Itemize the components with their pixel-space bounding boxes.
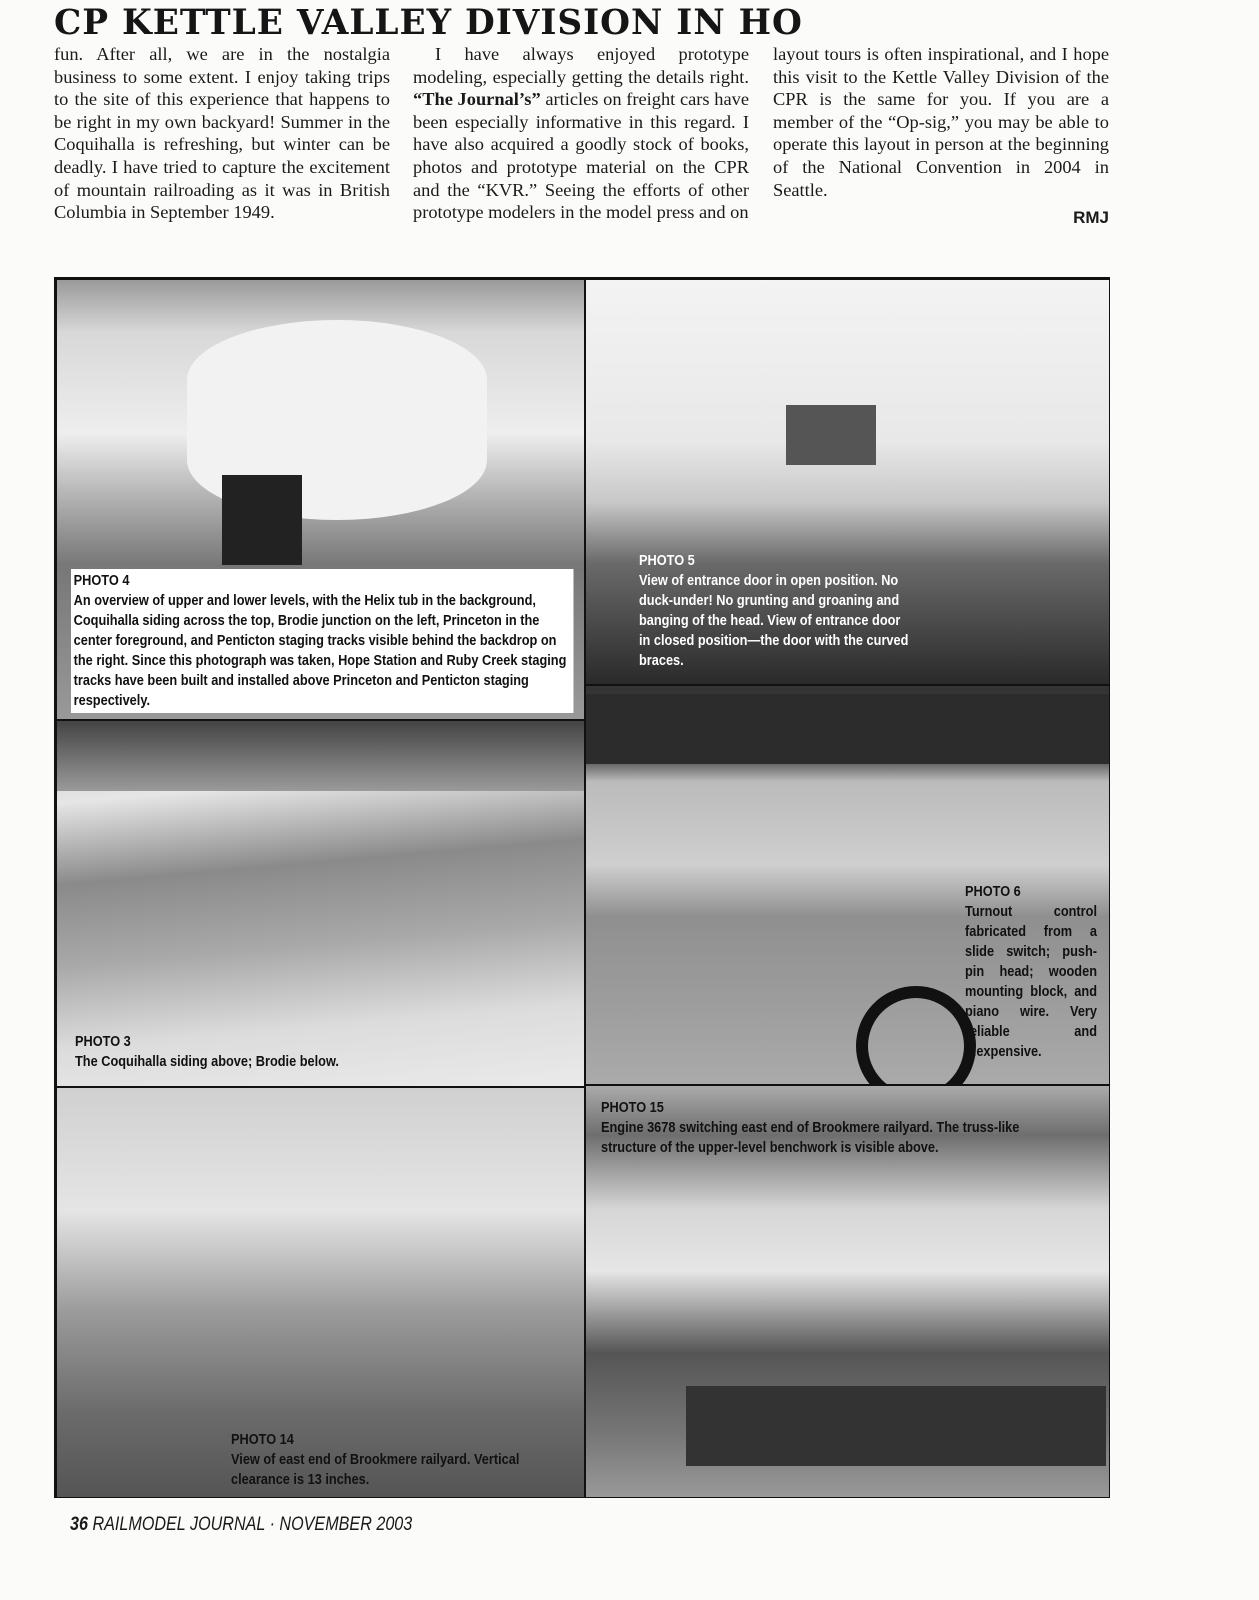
- article-title: CP KETTLE VALLEY DIVISION IN HO: [54, 2, 803, 43]
- page-footer: [70, 1514, 412, 1536]
- photo-6: [585, 685, 1110, 1085]
- photo-6-caption: PHOTO 6 Turnout control fabricated from a slide switch; push-pin head; wooden mounting block, and piano wire. Very reliable and inexpensive.: [965, 884, 1097, 1060]
- photo-5-caption: PHOTO 5 View of entrance door in open position. No duck-under! No grunting and groaning and banging of the head. View of entrance door in closed position—the door with the curved braces.: [639, 553, 909, 669]
- photo-3: [56, 720, 585, 1087]
- photo-14-caption: PHOTO 14 View of east end of Brookmere railyard. Vertical clearance is 13 inches.: [231, 1432, 520, 1488]
- photo-3-caption: PHOTO 3 The Coquihalla siding above; Brodie below.: [75, 1034, 339, 1070]
- photo-grid: [54, 277, 1110, 1498]
- page-number: 36: [70, 1514, 88, 1535]
- photo-4: [56, 279, 585, 720]
- photo-15: [585, 1085, 1110, 1498]
- paragraph: layout tours is often inspirational, and I hope this visit to the Kettle Valley Division of the CPR is the same for you. If you are a member of the “Op-sig,” you may be able to operate this layout in person at the beginning of the National Convention in 2004 in Seattle.: [773, 44, 1109, 200]
- photo-14: [56, 1087, 585, 1498]
- framed-picture: [786, 405, 876, 465]
- tunnel-shadow: [222, 475, 302, 565]
- photo-15-caption: PHOTO 15 Engine 3678 switching east end of Brookmere railyard. The truss-like structure of the upper-level benchwork is visible above.: [601, 1100, 1020, 1156]
- paragraph: fun. After all, we are in the nostalgia business to some extent. I enjoy taking trips to the site of this experience that happens to be right in my own backyard! Summer in the Coquihalla is refreshing, but winter can be deadly. I have tried to capture the excitement of mountain railroading as it was in British Columbia in September 1949.: [54, 44, 390, 223]
- author-signature: RMJ: [1073, 208, 1109, 228]
- text: I have always enjoyed prototype modeling, especially getting the details right.: [413, 44, 749, 87]
- publication-info: RAILMODEL JOURNAL · NOVEMBER 2003: [92, 1514, 413, 1535]
- text-column-2: [413, 43, 749, 224]
- locomotive-and-cars: [686, 1386, 1106, 1466]
- journal-name: “The Journal’s”: [413, 89, 541, 110]
- cnr-boxcars: [586, 694, 1110, 764]
- text-column-3: [773, 43, 1109, 230]
- text: articles on freight cars have been especially informative in this regard. I have also acquired a goodly stock of books, photos and prototype material on the CPR and the “KVR.” Seeing the efforts of other prototype modelers in the model press and on: [413, 89, 749, 223]
- push-pin-ring: [856, 986, 976, 1085]
- upper-benchwork: [57, 721, 585, 791]
- photo-5: [585, 279, 1110, 685]
- paragraph: [413, 43, 749, 224]
- photo-4-caption: PHOTO 4 An overview of upper and lower levels, with the Helix tub in the background, Coquihalla siding across the top, Brodie junction on the left, Princeton in the center foreground, and Penticton staging tracks visible behind the backdrop on the right. Since this photograph was taken, Hope Station and Ruby Creek staging tracks have been built and installed above Princeton and Penticton staging respectively.: [71, 569, 573, 713]
- text-column-1: [54, 43, 390, 224]
